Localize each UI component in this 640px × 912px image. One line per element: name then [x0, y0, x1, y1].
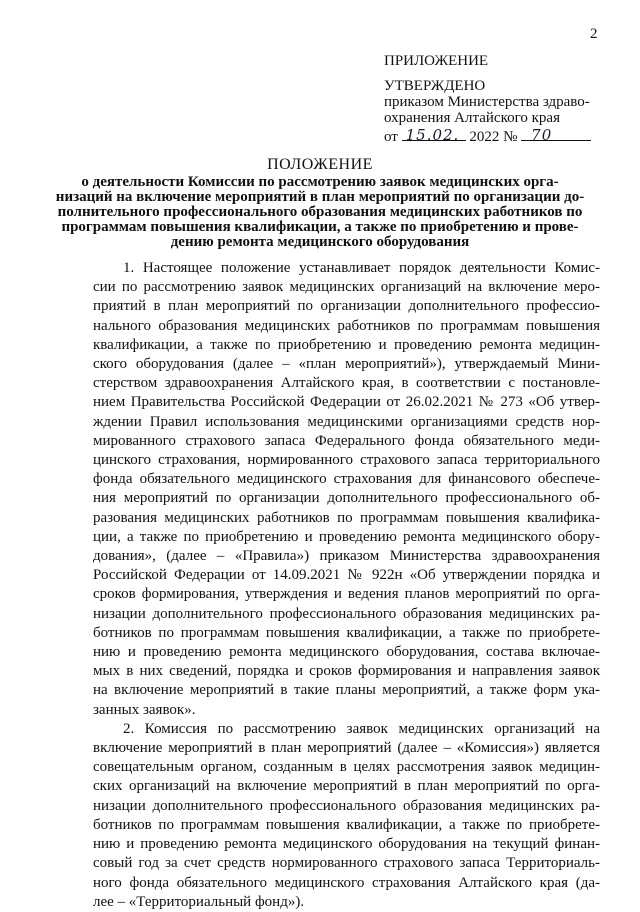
approval-block [384, 53, 624, 145]
paragraph-line: ного фонда обязательного медицинского страхования Алтайского края (да- [93, 874, 600, 891]
subtitle-line: о деятельности Комиссии по рассмотрению заявок медицинских орга- [81, 174, 559, 190]
page-number: 2 [590, 26, 598, 42]
paragraph-line: дования», (далее – «Правила») приказом Министерства здравоохранения [93, 548, 600, 565]
paragraph-line: совый год за счет средств нормированного страхового запаса Территориаль- [93, 855, 600, 872]
date-line [384, 126, 624, 145]
document-subtitle [30, 175, 610, 250]
paragraph-2 [93, 720, 600, 912]
paragraph-line: цинского страхования, нормированного страхового запаса территориального [93, 452, 600, 469]
paragraph-line: на включение мероприятий в такие планы мероприятий, а также форм ука- [93, 682, 600, 699]
paragraph-line: Российской Федерации от 14.09.2021 № 922н «Об утверждении порядка и [93, 567, 600, 584]
order-line-1: приказом Министерства здраво- [384, 94, 590, 110]
paragraph-line: нию и проведению ремонта медицинского оборудования на текущий финан- [93, 836, 600, 853]
paragraph-line: низации дополнительного профессионального образования медицинских ра- [93, 605, 600, 622]
paragraph-line: сроков формирования, утверждения и ведения планов мероприятий по орга- [93, 586, 600, 603]
paragraph-line: ждении Правил использования медицинскими организациями средств нор- [93, 413, 600, 430]
paragraph-line: ботников по программам повышения квалификации, а также по приобрете- [93, 816, 600, 833]
paragraph-line: занных заявок». [93, 701, 196, 718]
paragraph-1 [93, 259, 600, 720]
order-line-2: охранения Алтайского края [384, 110, 560, 126]
paragraph-line: стерством здравоохранения Алтайского края, в соответствии с постановле- [93, 375, 600, 392]
approved-label: УТВЕРЖДЕНО [384, 78, 486, 94]
paragraph-line: сии по рассмотрению заявок медицинских организаций на включение меро- [93, 279, 600, 296]
paragraph-line: ния мероприятий по организации дополнительного профессионального об- [93, 490, 600, 507]
subtitle-line: программам повышения квалификации, а также по приобретению и прове- [61, 219, 579, 235]
handwritten-number: 70 [531, 126, 553, 144]
paragraph-line: мых в них сведений, порядка и сроков формирования и направления заявок [93, 663, 600, 680]
paragraph-line: фонда обязательного медицинского страхования для финансового обеспече- [93, 471, 600, 488]
paragraph-line: ботников по программам повышения квалификации, а также по приобрете- [93, 624, 600, 641]
handwritten-date: 15.02. [405, 126, 460, 144]
document-body [93, 259, 600, 912]
paragraph-line: 1. Настоящее положение устанавливает порядок деятельности Комис- [123, 260, 600, 276]
paragraph-line: включение мероприятий в план мероприятий (далее – «Комиссия») является [93, 740, 600, 757]
paragraph-line: разования медицинских работников по программам повышения квалифика- [93, 509, 600, 526]
paragraph-line: совещательным органом, созданным в целях рассмотрения заявок медицин- [93, 759, 600, 776]
subtitle-line: дению ремонта медицинского оборудования [170, 234, 470, 250]
paragraph-line: нием Правительства Российской Федерации от 26.02.2021 № 273 «Об утвер- [93, 394, 600, 411]
appendix-label: ПРИЛОЖЕНИЕ [384, 53, 489, 69]
document-title [30, 156, 610, 174]
number-blank [521, 126, 591, 144]
paragraph-line: ских организаций на включение мероприятий в план мероприятий по орга- [93, 778, 600, 795]
paragraph-line: лее – «Территориальный фонд»). [93, 893, 305, 910]
subtitle-line: полнительного профессионального образования медицинских работников по [57, 204, 583, 220]
paragraph-line: низации дополнительного профессионального образования медицинских ра- [93, 797, 600, 814]
paragraph-line: ции, а также по приобретению и проведению ремонта медицинского обору- [93, 528, 600, 545]
paragraph-line: нального образования медицинских работников по программам повышения [93, 317, 600, 334]
title-heading: ПОЛОЖЕНИЕ [267, 156, 373, 173]
year-number-label: 2022 № [469, 129, 518, 145]
paragraph-line: 2. Комиссия по рассмотрению заявок медицинских организаций на [123, 720, 600, 737]
paragraph-line: приятий в план мероприятий по организации дополнительного профессио- [93, 298, 600, 315]
paragraph-line: ского оборудования (далее – «план мероприятий»), утверждаемый Мини- [93, 356, 600, 373]
paragraph-line: мированного страхового запаса Федерального фонда обязательного меди- [93, 432, 600, 449]
subtitle-line: низаций на включение мероприятий в план мероприятий по организации до- [55, 189, 585, 205]
paragraph-line: квалификации, а также по приобретению и проведению ремонта медицин- [93, 336, 600, 353]
paragraph-line: нию и проведению ремонта медицинского оборудования, состава включае- [93, 644, 600, 661]
date-blank [402, 126, 466, 144]
date-prefix: от [384, 129, 398, 145]
